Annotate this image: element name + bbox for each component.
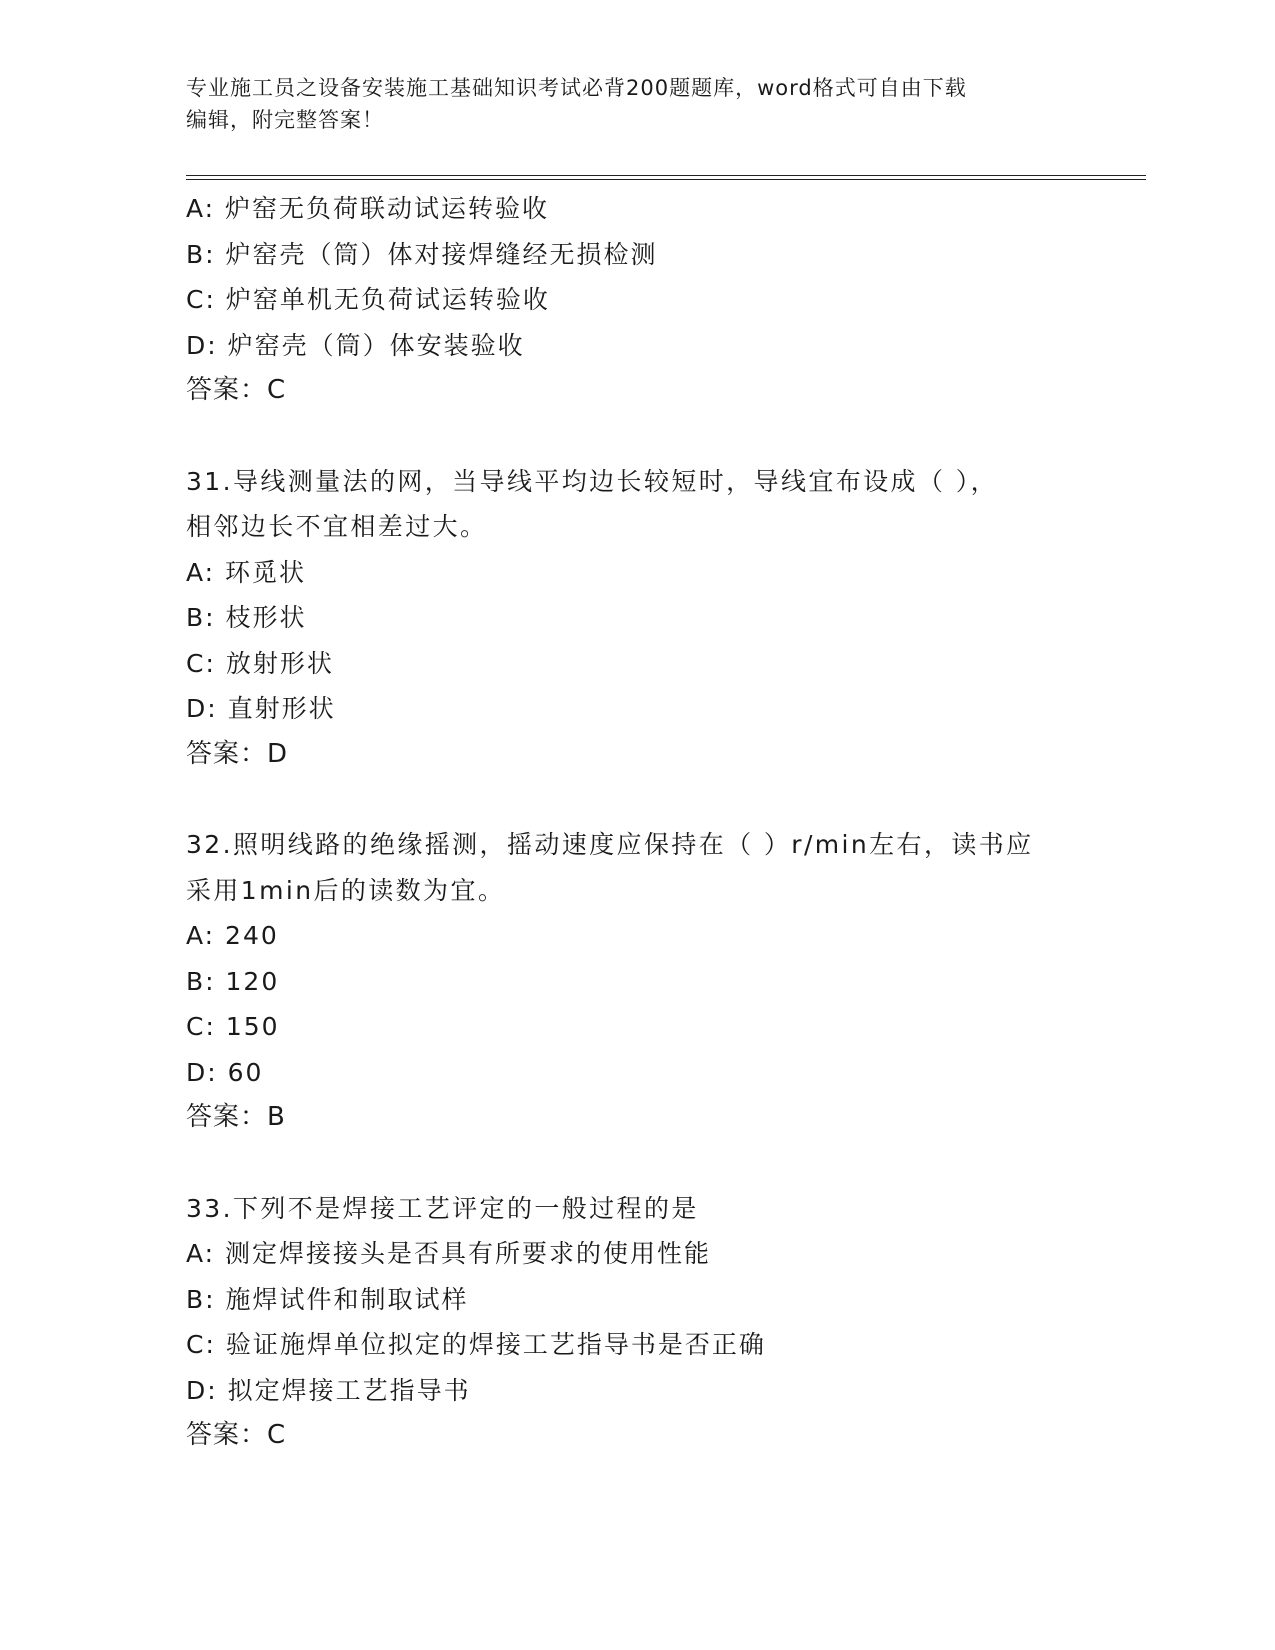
option-b: B: 施焊试件和制取试样 <box>186 1284 469 1314</box>
header-line-1: 专业施工员之设备安装施工基础知识考试必背200题题库，word格式可自由下载 <box>186 76 967 100</box>
document-body <box>186 186 1086 1459</box>
option-d: D: 60 <box>186 1057 264 1087</box>
answer-line: 答案：B <box>186 1102 286 1132</box>
question-stem-line-1: 31.导线测量法的网，当导线平均边长较短时，导线宜布设成（ ）， <box>186 466 999 496</box>
answer-line: 答案：C <box>186 1420 287 1450</box>
question-stem-line-1: 32.照明线路的绝缘摇测，摇动速度应保持在（ ）r/min左右，读书应 <box>186 830 1034 859</box>
option-b: B: 120 <box>186 966 280 996</box>
option-b: B: 枝形状 <box>186 603 307 632</box>
question-gap <box>186 1141 1086 1186</box>
document-header <box>186 72 1066 136</box>
option-c: C: 放射形状 <box>186 648 334 678</box>
option-a: A: 240 <box>186 921 279 950</box>
answer-line: 答案：D <box>186 738 289 769</box>
question-33-block <box>186 1186 1086 1459</box>
question-gap <box>186 414 1086 459</box>
question-32-block <box>186 822 1086 1141</box>
option-c: C: 炉窑单机无负荷试运转验收 <box>186 285 550 314</box>
option-a: A: 测定焊接接头是否具有所要求的使用性能 <box>186 1239 712 1268</box>
option-b: B: 炉窑壳（筒）体对接焊缝经无损检测 <box>186 239 658 269</box>
option-c: C: 验证施焊单位拟定的焊接工艺指导书是否正确 <box>186 1330 766 1359</box>
question-31-block <box>186 459 1086 778</box>
option-c: C: 150 <box>186 1012 280 1041</box>
answer-line: 答案：C <box>186 375 287 405</box>
header-divider <box>186 175 1146 180</box>
option-d: D: 直射形状 <box>186 694 336 723</box>
question-30-block <box>186 186 1086 414</box>
header-line-2: 编辑，附完整答案！ <box>186 108 384 132</box>
question-gap <box>186 777 1086 822</box>
question-stem-line-2: 采用1min后的读数为宜。 <box>186 875 506 905</box>
option-a: A: 环觅状 <box>186 557 307 587</box>
option-d: D: 拟定焊接工艺指导书 <box>186 1375 471 1405</box>
question-stem-line-2: 相邻边长不宜相差过大。 <box>186 512 488 541</box>
option-a: A: 炉窑无负荷联动试运转验收 <box>186 194 550 223</box>
option-d: D: 炉窑壳（筒）体安装验收 <box>186 330 525 360</box>
question-stem-line-1: 33.下列不是焊接工艺评定的一般过程的是 <box>186 1193 699 1223</box>
